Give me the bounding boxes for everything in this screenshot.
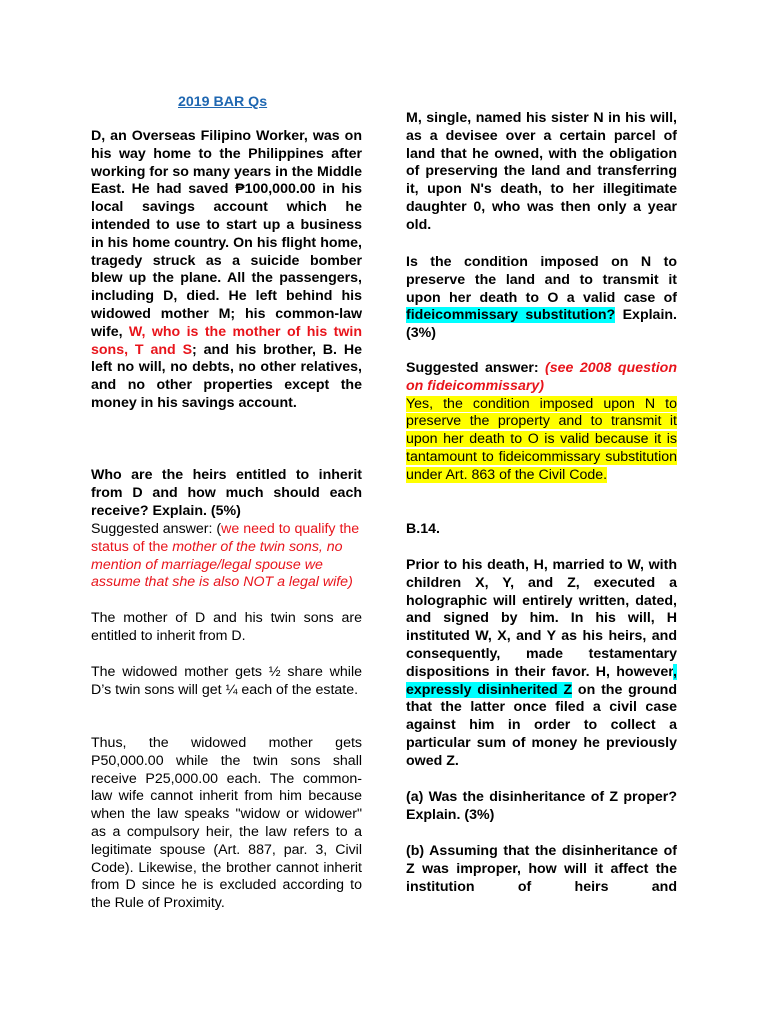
answer-note-italic: mother of the twin sons, no mention of marriage/legal spouse we assume that she is also NOT a legal wife) (91, 538, 353, 591)
question-3-facts (406, 557, 677, 771)
item-number (406, 521, 677, 539)
q3a-text: (a) Was the disinheritance of Z proper? Explain. (3%) (406, 789, 677, 823)
answer-note: we need to qualify the status of the (91, 521, 360, 555)
question-3a (406, 789, 677, 825)
answer-label: Suggested answer: ( (91, 521, 222, 537)
question-2-facts (406, 110, 677, 235)
q3b-text: (b) Assuming that the disinheritance of Z was improper, how will it affect the institution of heirs and (406, 843, 677, 895)
answer-label-2: Suggested answer: (406, 360, 546, 376)
q2-highlighted-text: fideicommissary substitution? (406, 307, 616, 324)
item-number-text: B.14. (406, 521, 440, 537)
q1-question-text: Who are the heirs entitled to inherit from D and how much should each receive? Explain. (5%) (91, 467, 362, 519)
q3-facts-text-2: on the ground that the latter once filed a civil case against him in order to collect a particular sum of money he previously owed Z. (406, 681, 677, 769)
q2-question-text: Is the condition imposed on N to preserve the land and to transmit it upon her death to O a valid case of (406, 254, 677, 306)
q3-highlighted-text: , expressly disinherited Z (406, 663, 677, 698)
q2-facts-text: M, single, named his sister N in his will, as a devisee over a certain parcel of land that he owned, with the obligation of preserving the land and transferring it, upon N's death, to her illegitimate daughter 0, who was then only a year old. (406, 110, 677, 233)
q1-facts-text-2: ; and his brother, B. He left no will, no debts, no other relatives, and no other properties except the money in his savings account. (91, 341, 363, 411)
page-title: 2019 BAR Qs (178, 94, 268, 110)
q1-facts-text: D, an Overseas Filipino Worker, was on his way home to the Philippines after working for so many years in the Middle East. He had saved ₱100,000.00 in his local savings account which he intended to use to start up a business in his home country. On his flight home, tragedy struck as a suicide bomber blew up the plane. All the passengers, including D, died. He left behind his widowed mother M; his common-law wife, (91, 128, 362, 340)
suggested-answer-1 (91, 521, 362, 592)
question-1-question (91, 467, 362, 520)
q1-red-text: W, who is the mother of his twin sons, T and S (91, 323, 362, 358)
question-1-facts (91, 128, 362, 413)
suggested-answer-2 (406, 360, 677, 485)
answer-para-1: The mother of D and his twin sons are entitled to inherit from D. (91, 610, 362, 644)
q2-question-text-2: Explain. (3%) (406, 307, 677, 342)
answer-paragraph-1 (91, 610, 362, 646)
answer-highlighted-text: Yes, the condition imposed upon N to preserve the property and to transmit it upon her death to O is valid because it is tantamount to fideicommissary substitution under Art. 863 of the Civil Code. (406, 395, 677, 483)
answer-paragraph-2 (91, 664, 362, 700)
answer-para-2: The widowed mother gets ½ share while D’s twin sons will get ¼ each of the estate. (91, 664, 362, 698)
answer-paragraph-3 (91, 735, 362, 913)
question-3b (406, 843, 677, 896)
question-2-question (406, 254, 677, 343)
answer-note-2: (see 2008 question on fideicommissary) (406, 360, 677, 394)
answer-para-3: Thus, the widowed mother gets P50,000.00 while the twin sons shall receive P25,000.00 each. The common-law wife cannot inherit from him because when the law speaks "widow or widower" as a compulsory heir, the law refers to a legitimate spouse (Art. 887, par. 3, Civil Code). Likewise, the brother cannot inherit from D since he is excluded according to the Rule of Proximity. (91, 735, 362, 912)
q3-facts-text: Prior to his death, H, married to W, with children X, Y, and Z, executed a holographic will entirely written, dated, and signed by him. In his will, H instituted W, X, and Y as his heirs, and consequently, made testamentary dispositions in their favor. H, however (406, 557, 677, 680)
